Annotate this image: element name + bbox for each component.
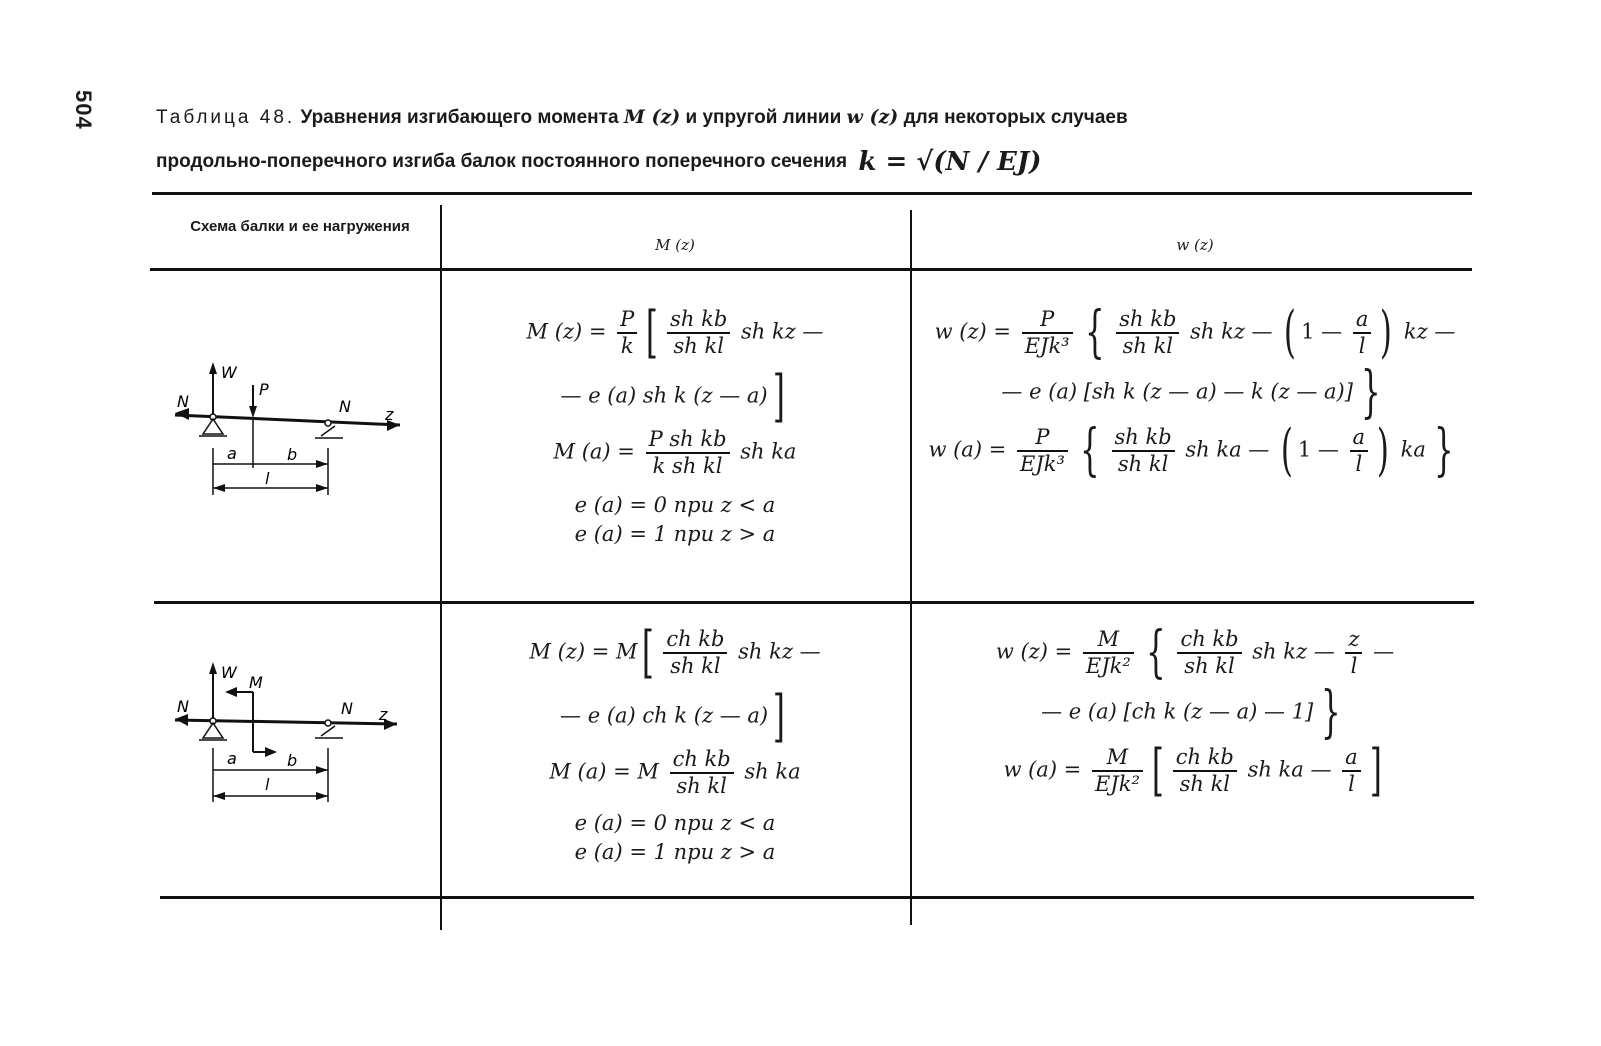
label-b: b — [287, 445, 298, 464]
caption-m-symbol: M (z) — [623, 106, 681, 128]
label-w2: W — [221, 663, 237, 682]
label-z2: z — [379, 705, 388, 724]
row1-mz-tail: sh kz — — [740, 319, 824, 344]
header-scheme: Схема балки и ее нагружения — [190, 218, 410, 235]
beam-scheme-force — [165, 350, 415, 510]
row2-wa-eq: w (a) = M EJk² [ $\frac{\text{ch kb}}{\text{sh kl}}$ sh ka — $\frac{a}{l}$ ] — [1003, 738, 1382, 803]
row2-bottom-rule — [160, 896, 1474, 899]
header-bottom-rule — [150, 268, 1472, 271]
k-formula: k = √(N / EJ) — [858, 147, 1042, 177]
row2-deflection-cell — [915, 620, 1475, 803]
beam-scheme-moment — [165, 660, 415, 820]
caption-text-line2: продольно-поперечного изгиба балок постоянного поперечного сечения — [156, 151, 848, 173]
row1-e-line2: e (a) = 1 при z > a — [574, 522, 776, 546]
row1-wz-line2: — e (a) [sh k (z — a) — k (z — a)] } — [1001, 360, 1381, 425]
row2-ma-eq: M (a) = M $\frac{\text{ch kb}}{\text{sh kl}}$ sh ka — [549, 747, 801, 798]
caption-text-3: для некоторых случаев — [903, 107, 1128, 128]
row2-wz-eq: w (z) = M EJk² { $\frac{\text{ch kb}}{\text{sh kl}}$ sh kz — $\frac{z}{l}$ — — [995, 620, 1395, 685]
row2-moment-cell — [445, 620, 905, 864]
caption-text-1: Уравнения изгибающего момента — [300, 107, 619, 128]
label-b2: b — [287, 751, 298, 770]
row1-ma-eq: M (a) = $\frac{\text{P sh kb}}{\text{k sh kl}}$ sh ka — [553, 427, 797, 478]
row2-mz-eq: M (z) = M[ $\frac{\text{ch kb}}{\text{sh kl}}$ sh kz — — [529, 620, 821, 685]
row1-bottom-rule — [154, 601, 1474, 604]
label-n-left: N — [177, 392, 189, 411]
header-deflection: w (z) — [1176, 236, 1214, 254]
label-w: W — [221, 363, 237, 382]
caption-label: Таблица 48. — [156, 107, 296, 128]
row1-mz-eq: M (z) = $\frac{P}{k}$ [ $\frac{\text{sh kb}}{\text{sh kl}}$ sh kz — — [526, 300, 824, 365]
row2-mz-line2: — e (a) ch k (z — a)] — [560, 684, 786, 749]
label-a: a — [227, 444, 237, 463]
label-n-left2: N — [177, 697, 189, 716]
row1-moment-cell — [445, 300, 905, 546]
caption-text-2: и упругой линии — [685, 107, 842, 128]
label-n-right2: N — [341, 699, 353, 718]
label-l2: l — [265, 775, 270, 794]
column-divider-2 — [910, 210, 912, 925]
table-top-rule — [152, 192, 1472, 195]
label-p: P — [259, 380, 269, 399]
row2-e-line2: e (a) = 1 при z > a — [574, 840, 776, 864]
caption-w-symbol: w (z) — [846, 106, 899, 128]
row1-mz-lhs: M (z) = — [526, 319, 607, 344]
header-moment: M (z) — [655, 236, 695, 254]
row2-e-line1: e (a) = 0 при z < a — [574, 811, 776, 835]
label-l: l — [265, 469, 270, 488]
label-a2: a — [227, 749, 237, 768]
row2-wz-line2: — e (a) [ch k (z — a) — 1] } — [1041, 680, 1341, 745]
row1-wa-eq: w (a) = P EJk³ { $\frac{\text{sh kb}}{\text{sh kl}}$ sh ka — ( 1 — $\frac{a}{l}$ ) ka } — [928, 418, 1454, 483]
row1-deflection-cell — [915, 300, 1475, 483]
row1-mz-line2: — e (a) sh k (z — a)] — [560, 364, 785, 429]
table-caption — [156, 95, 1476, 184]
row1-wz-eq: w (z) = P EJk³ { $\frac{\text{sh kb}}{\text{sh kl}}$ sh kz — ( 1 — $\frac{a}{l}$ ) kz — — [934, 300, 1456, 365]
label-z: z — [385, 405, 394, 424]
row1-e-line1: e (a) = 0 при z < a — [574, 493, 776, 517]
row1-mz-coef: $\frac{P}{k}$ — [617, 309, 637, 357]
row1-mz-inner: $\frac{\text{sh kb}}{\text{sh kl}}$ — [667, 309, 730, 357]
label-m2: M — [249, 673, 263, 692]
label-n-right: N — [339, 397, 351, 416]
page-number: 504 — [71, 90, 96, 130]
column-divider-1 — [440, 205, 442, 930]
